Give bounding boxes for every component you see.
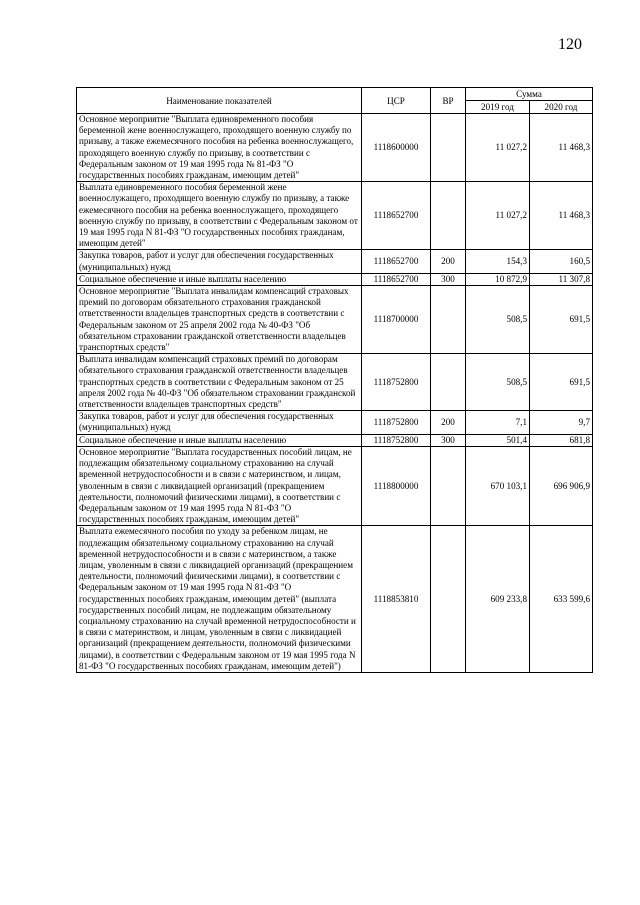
row-2020-cell: 691,5	[530, 286, 593, 354]
row-csr-cell: 1118600000	[362, 114, 431, 182]
row-2020-cell: 160,5	[530, 250, 593, 273]
row-name-cell: Выплата единовременного пособия беременной жене военнослужащего, проходящего военную службу по призыву, а также ежемесячного пособия на ребенка военнослужащего, проходящего военную службу по призыву, в соответствии с Федеральным законом от 19 мая 1995 года N 81-ФЗ "О государственных пособиях гражданам, имеющим детей"	[77, 182, 362, 250]
page-number: 120	[558, 36, 582, 53]
row-2019-cell: 501,4	[466, 434, 530, 446]
row-vr-cell	[431, 354, 466, 411]
row-name-cell: Основное мероприятие "Выплата инвалидам компенсаций страховых премий по договорам обязательного страхования гражданской ответственности владельцев транспортных средств в соответствии с Федеральным законом от 25 апреля 2002 года № 40-ФЗ "Об обязательном страховании гражданской ответственности владельцев транспортных средств"	[77, 286, 362, 354]
row-2019-cell: 670 103,1	[466, 446, 530, 525]
row-name-cell: Выплата ежемесячного пособия по уходу за ребенком лицам, не подлежащим обязательному социальному страхованию на случай временной нетрудоспособности и в связи с материнством, а также лицам, уволенным в связи с ликвидацией организаций (прекращением деятельности, полномочий физическими лицами), в соответствии с Федеральным законом от 19 мая 1995 года N 81-ФЗ "О государственных пособиях гражданам, имеющим детей" (выплата государственных пособий лицам, не подлежащим обязательному социальному страхованию на случай временной нетрудоспособности и в связи с материнством, и лицам, уволенным в связи с ликвидацией организаций (прекращением деятельности, полномочий физическими лицами), в соответствии с Федеральным законом от 19 мая 1995 года N 81-ФЗ "О государственных пособиях гражданам, имеющим детей")	[77, 526, 362, 673]
row-2019-cell: 154,3	[466, 250, 530, 273]
header-vr: ВР	[431, 88, 466, 114]
row-csr-cell: 1118752800	[362, 434, 431, 446]
row-name-cell: Закупка товаров, работ и услуг для обеспечения государственных (муниципальных) нужд	[77, 411, 362, 434]
row-2019-cell: 11 027,2	[466, 114, 530, 182]
row-name-cell: Основное мероприятие "Выплата государственных пособий лицам, не подлежащим обязательному социальному страхованию на случай временной нетрудоспособности и в связи с материнством, и лицам, уволенным в связи с ликвидацией организаций (прекращением деятельности, полномочий физическими лицами), в соответствии с Федеральным законом от 19 мая 1995 года N 81-ФЗ "О государственных пособиях гражданам, имеющим детей"	[77, 446, 362, 525]
table-row	[77, 434, 593, 446]
row-csr-cell: 1118853810	[362, 526, 431, 673]
row-vr-cell	[431, 286, 466, 354]
row-2019-cell: 508,5	[466, 354, 530, 411]
table-row	[77, 250, 593, 273]
row-name-cell: Социальное обеспечение и иные выплаты населению	[77, 273, 362, 285]
table-row	[77, 354, 593, 411]
row-csr-cell: 1118652700	[362, 182, 431, 250]
header-csr: ЦСР	[362, 88, 431, 114]
row-2020-cell: 696 906,9	[530, 446, 593, 525]
row-csr-cell: 1118752800	[362, 354, 431, 411]
row-2019-cell: 508,5	[466, 286, 530, 354]
row-2020-cell: 11 468,3	[530, 182, 593, 250]
row-2020-cell: 681,8	[530, 434, 593, 446]
table-row	[77, 114, 593, 182]
row-name-cell: Основное мероприятие "Выплата единовременного пособия беременной жене военнослужащего, проходящего военную службу по призыву, а также ежемесячного пособия на ребенка военнослужащего, проходящего военную службу по призыву, в соответствии с Федеральным законом от 19 мая 1995 года № 81-ФЗ "О государственных пособиях гражданам, имеющим детей"	[77, 114, 362, 182]
row-name-cell: Закупка товаров, работ и услуг для обеспечения государственных (муниципальных) нужд	[77, 250, 362, 273]
header-row	[77, 88, 593, 101]
row-2019-cell: 7,1	[466, 411, 530, 434]
row-csr-cell: 1118800000	[362, 446, 431, 525]
row-2020-cell: 633 599,6	[530, 526, 593, 673]
row-2019-cell: 10 872,9	[466, 273, 530, 285]
header-name: Наименование показателей	[77, 88, 362, 114]
table-row	[77, 273, 593, 285]
table-row	[77, 411, 593, 434]
row-2019-cell: 11 027,2	[466, 182, 530, 250]
row-vr-cell: 200	[431, 250, 466, 273]
row-vr-cell: 200	[431, 411, 466, 434]
table-row	[77, 286, 593, 354]
row-2020-cell: 9,7	[530, 411, 593, 434]
row-csr-cell: 1118700000	[362, 286, 431, 354]
row-vr-cell	[431, 182, 466, 250]
table-row	[77, 446, 593, 525]
row-2020-cell: 11 468,3	[530, 114, 593, 182]
row-2020-cell: 11 307,8	[530, 273, 593, 285]
table-row	[77, 182, 593, 250]
row-name-cell: Социальное обеспечение и иные выплаты населению	[77, 434, 362, 446]
row-csr-cell: 1118752800	[362, 411, 431, 434]
row-vr-cell: 300	[431, 273, 466, 285]
row-2019-cell: 609 233,8	[466, 526, 530, 673]
row-vr-cell	[431, 526, 466, 673]
header-sum: Сумма	[466, 88, 593, 101]
row-vr-cell: 300	[431, 434, 466, 446]
row-csr-cell: 1118652700	[362, 273, 431, 285]
table-row	[77, 526, 593, 673]
row-csr-cell: 1118652700	[362, 250, 431, 273]
row-name-cell: Выплата инвалидам компенсаций страховых премий по договорам обязательного страхования гражданской ответственности владельцев транспортных средств в соответствии с Федеральным законом от 25 апреля 2002 года № 40-ФЗ "Об обязательном страховании гражданской ответственности владельцев транспортных средств"	[77, 354, 362, 411]
row-vr-cell	[431, 446, 466, 525]
row-vr-cell	[431, 114, 466, 182]
budget-table	[76, 87, 593, 673]
row-2020-cell: 691,5	[530, 354, 593, 411]
header-2020: 2020 год	[530, 101, 593, 114]
table-body	[77, 114, 593, 673]
header-2019: 2019 год	[466, 101, 530, 114]
